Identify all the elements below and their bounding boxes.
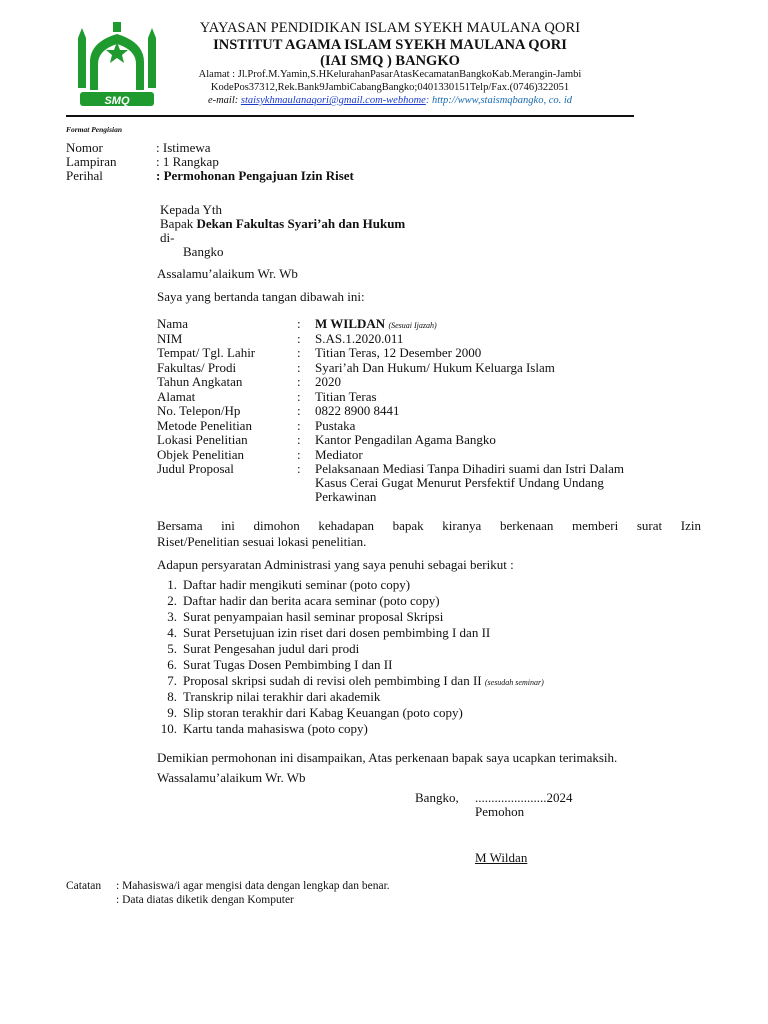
list-item: 8. Transkrip nilai terakhir dari akademik (167, 689, 381, 704)
recipient-line-2: Bapak Dekan Fakultas Syari’ah dan Hukum (160, 216, 406, 231)
farewell-text: Wassalamu’alaikum Wr. Wb (157, 770, 306, 785)
email-label: e-mail: (207, 95, 241, 106)
list-item: 4. Surat Persetujuan izin riset dari dosen pembimbing I dan II (167, 625, 491, 640)
list-item: 6. Surat Tugas Dosen Pembimbing I dan II (167, 657, 393, 672)
notes-line-2: : Data diatas diketik dengan Komputer (116, 894, 294, 906)
signature-place: Bangko, (415, 790, 459, 805)
header-divider (66, 115, 634, 117)
list-item: 3. Surat penyampaian hasil seminar proposal Skripsi (167, 609, 444, 624)
meta-lampiran: Lampiran : 1 Rangkap (66, 154, 219, 169)
list-item: 10. Kartu tanda mahasiswa (poto copy) (160, 721, 368, 736)
institute-abbr: (IAI SMQ ) BANGKO (320, 53, 460, 69)
intro-text: Saya yang bertanda tangan dibawah ini: (157, 289, 365, 304)
greeting: Assalamu’alaikum Wr. Wb (157, 266, 298, 281)
closing-text: Demikian permohonan ini disampaikan, Atas perkenaan bapak saya ucapkan terimaksih. (157, 750, 618, 765)
request-paragraph-line-2: Riset/Penelitian sesuai lokasi penelitian. (157, 534, 367, 549)
signature-role: Pemohon (475, 804, 525, 819)
recipient-line-1: Kepada Yth (160, 202, 222, 217)
address-line-1: Alamat : Jl.Prof.M.Yamin,S.HKelurahanPasarAtasKecamatanBangkoKab.Merangin-Jambi (198, 69, 582, 80)
list-item: 7. Proposal skripsi sudah di revisi oleh pembimbing I dan II (sesudah seminar) (167, 673, 544, 688)
contact-line (160, 95, 620, 106)
institution-logo (76, 20, 158, 110)
signature-name: M Wildan (475, 850, 528, 865)
meta-perihal: Perihal : Permohonan Pengajuan Izin Riset (66, 168, 354, 183)
requirements-intro: Adapun persyaratan Administrasi yang saya penuhi sebagai berikut : (157, 557, 514, 572)
list-item: 9. Slip storan terakhir dari Kabag Keuangan (poto copy) (167, 705, 463, 720)
list-item: 2. Daftar hadir dan berita acara seminar (poto copy) (167, 593, 440, 608)
notes-line-1: : Mahasiswa/i agar mengisi data dengan lengkap dan benar. (116, 880, 390, 892)
institute-name: INSTITUT AGAMA ISLAM SYEKH MAULANA QORI (213, 37, 567, 53)
email-link[interactable]: staisykhmaulanaqori@gmail.com-webhome (240, 95, 426, 106)
request-paragraph-line-1: Bersama ini dimohon kehadapan bapak kiranya berkenaan memberi surat Izin (157, 518, 701, 533)
format-label: Format Pengisian (66, 125, 123, 134)
address-line-2: KodePos37312,Rek.Bank9JambiCabangBangko;0401330151Telp/Fax.(0746)322051 (210, 82, 570, 93)
notes-label: Catatan (66, 880, 102, 892)
logo-text: SMQ (104, 95, 130, 107)
list-item: 1. Daftar hadir mengikuti seminar (poto copy) (167, 577, 411, 592)
meta-nomor: Nomor : Istimewa (66, 140, 211, 155)
website-link[interactable]: : http://www,staismqbangko, co. id (425, 95, 573, 106)
mosque-logo-icon (76, 20, 158, 110)
recipient-line-3: di- (160, 230, 175, 245)
signature-date: ......................2024 (475, 790, 573, 805)
list-item: 5. Surat Pengesahan judul dari prodi (167, 641, 360, 656)
recipient-line-4: Bangko (183, 244, 224, 259)
foundation-name: YAYASAN PENDIDIKAN ISLAM SYEKH MAULANA QORI (199, 20, 581, 36)
